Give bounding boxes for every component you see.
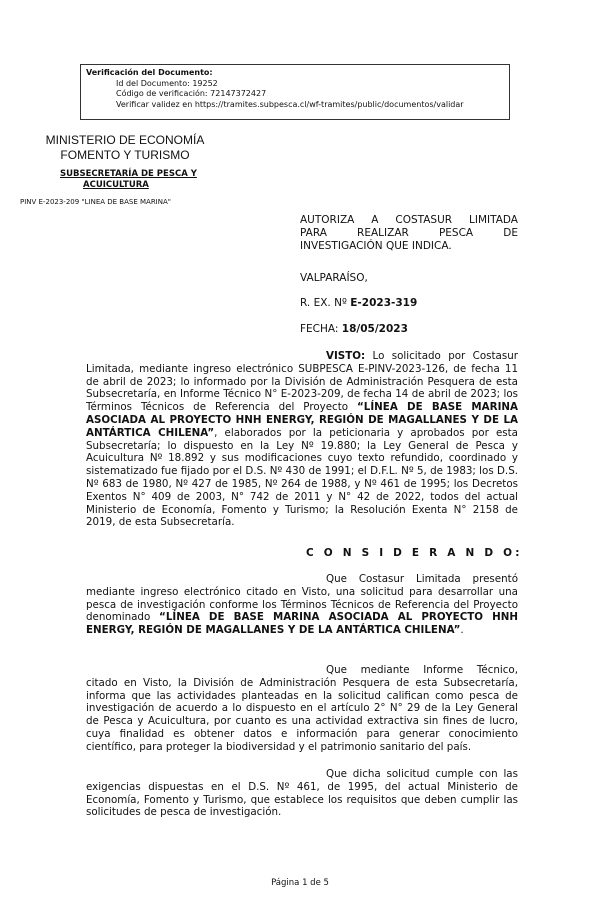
considerando-2 (86, 664, 518, 754)
place: VALPARAÍSO, (300, 272, 368, 284)
page-number: Página 1 de 5 (271, 878, 329, 888)
rex-value: E-2023-319 (350, 297, 418, 309)
c1-end: . (460, 624, 464, 637)
considerando-1 (86, 573, 518, 637)
fecha-value: 18/05/2023 (341, 323, 408, 335)
summary-line3: INVESTIGACIÓN QUE INDICA. (300, 240, 452, 252)
ministry-line1: MINISTERIO DE ECONOMÍA (45, 133, 205, 147)
verification-url[interactable]: • Verificar validez en https://tramites.subpesca.cl/wf-tramites/public/documentos/validar (116, 100, 504, 111)
subsecretaria-heading (60, 169, 200, 191)
visto-project: “LÍNEA DE BASE MARINA ASOCIADA AL PROYECTO HNH ENERGY, REGIÓN DE MAGALLANES Y DE LA ANTÁRTICA CHILENA” (86, 401, 518, 439)
verification-code: • Código de verificación: 72147372427 (116, 89, 504, 100)
visto-paragraph (86, 350, 518, 529)
visto-text-1: Lo solicitado por Costasur Limitada, mediante ingreso electrónico SUBPESCA E-PINV-2023-126, de fecha 11 de abril de 2023; lo informado por la División de Administración Pesquera de esta Subsecretaría, en Informe Técnico N° E-2023-209, de fecha 14 de abril de 2023; los Términos Técnicos de Referencia del Proyecto (86, 350, 518, 414)
pinv-reference: PINV E-2023-209 "LINEA DE BASE MARINA" (20, 198, 171, 206)
considerando-3 (86, 768, 518, 819)
resolution-number (300, 297, 417, 310)
verification-box (80, 64, 510, 120)
subsecretaria-line2: ACUICULTURA (83, 180, 149, 190)
c3-text: Que dicha solicitud cumple con las exigencias dispuestas en el D.S. Nº 461, de 1995, del actual Ministerio de Economía, Fomento y Turismo, que establece los requisitos que deben cumplir las solicitudes de pesca de investigación. (86, 768, 518, 819)
c1-project: “LÍNEA DE BASE MARINA ASOCIADA AL PROYECTO HNH ENERGY, REGIÓN DE MAGALLANES Y DE LA ANTÁRTICA CHILENA” (86, 611, 518, 637)
visto-label: VISTO: (326, 350, 366, 362)
considerando-heading: C O N S I D E R A N D O: (306, 547, 523, 559)
summary-block (300, 214, 518, 253)
verification-id: • Id del Documento: 19252 (116, 79, 504, 90)
date (300, 323, 408, 336)
verification-list (86, 79, 504, 111)
summary-line2: PARA REALIZAR PESCA DE (300, 227, 518, 239)
rex-label: R. EX. Nº (300, 297, 347, 309)
ministry-heading (30, 133, 220, 163)
visto-text-2: , elaborados por la peticionaria y aprobados por esta Subsecretaría; lo dispuesto en la Ley Nº 19.880; la Ley General de Pesca y Acuicultura Nº 18.892 y sus modificaciones cuyo texto refundido, coordinado y sistematizado fue fijado por el D.S. Nº 430 de 1991; el D.F.L. Nº 5, de 1983; los D.S. Nº 683 de 1980, Nº 427 de 1985, Nº 264 de 1988, y Nº 461 de 1995; los Decretos Exentos N° 409 de 2003, N° 742 de 2011 y N° 42 de 2022, todos del actual Ministerio de Economía, Fomento y Turismo; la Resolución Exenta N° 2158 de 2019, de esta Subsecretaría. (86, 426, 518, 529)
fecha-label: FECHA: (300, 323, 339, 335)
verification-title: Verificación del Documento: (86, 68, 213, 77)
ministry-line2: FOMENTO Y TURISMO (60, 148, 190, 162)
subsecretaria-line1: SUBSECRETARÍA DE PESCA Y (60, 169, 197, 179)
c1-text: Que Costasur Limitada presentó mediante ingreso electrónico citado en Visto, una solicitud para desarrollar una pesca de investigación conforme los Términos Técnicos de Referencia del Proyecto denominado (86, 573, 518, 624)
summary-line1: AUTORIZA A COSTASUR LIMITADA (300, 214, 518, 226)
c2-text: Que mediante Informe Técnico, citado en Visto, la División de Administración Pesquera de esta Subsecretaría, informa que las actividades planteadas en la solicitud califican como pesca de investigación de acuerdo a lo dispuesto en el artículo 2° N° 29 de la Ley General de Pesca y Acuicultura, por cuanto es una actividad extractiva sin fines de lucro, cuya finalidad es obtener datos e información para generar conocimiento científico, para proteger la biodiversidad y el patrimonio sanitario del país. (86, 664, 518, 753)
